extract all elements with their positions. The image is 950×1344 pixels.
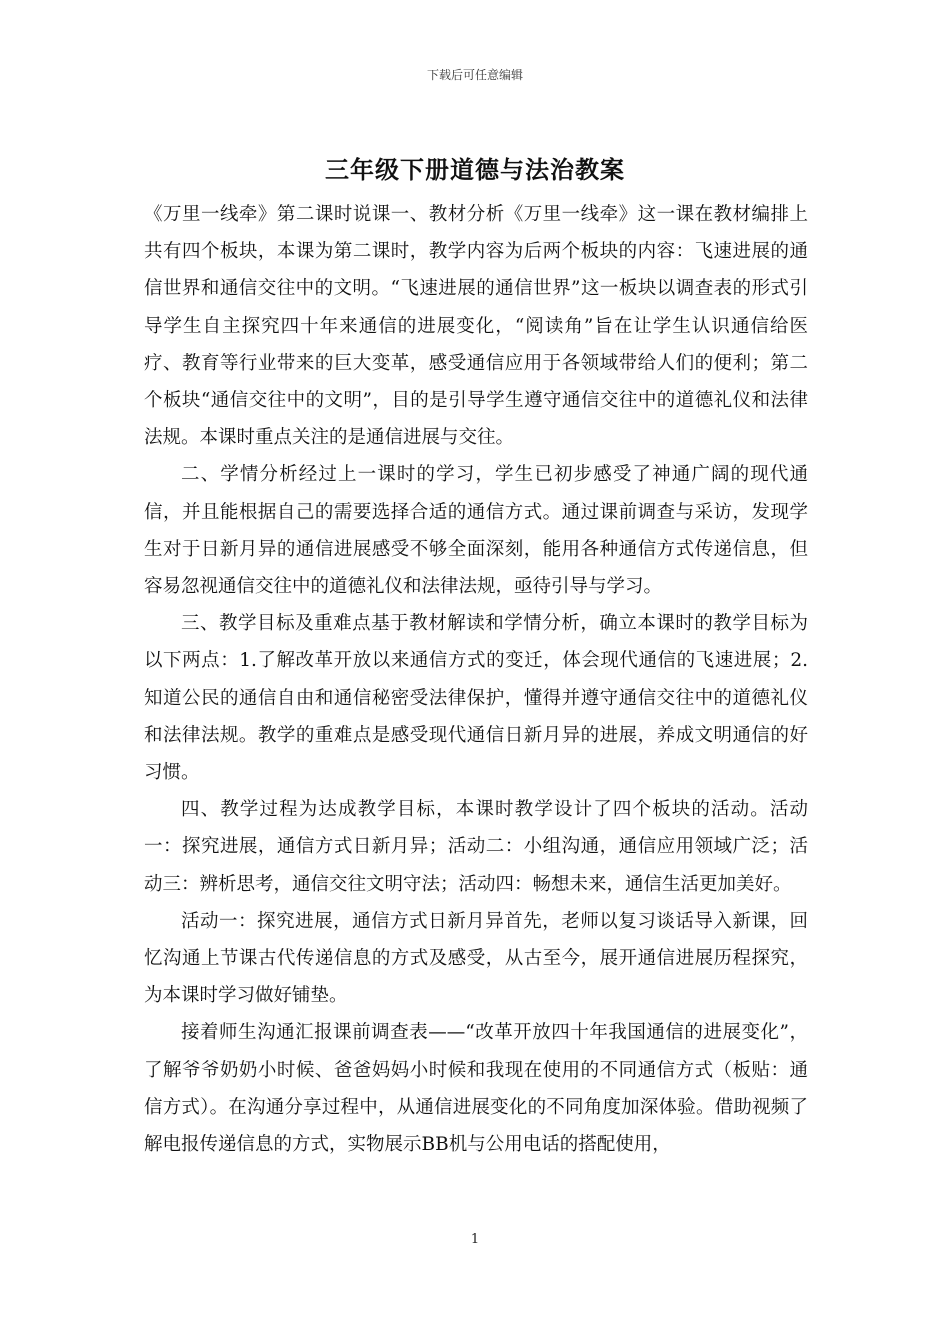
document-title: 三年级下册道德与法治教案	[325, 155, 625, 184]
page-header: 下载后可任意编辑	[426, 68, 523, 82]
document-body	[144, 196, 808, 1163]
paragraph-intro: 《万里一线牵》第二课时说课一、教材分析《万里一线牵》这一课在教材编排上共有四个板块，本课为第二课时，教学内容为后两个板块的内容：飞速进展的通信世界和通信交往中的文明。“飞速进展的通信世界”这一板块以调查表的形式引导学生自主探究四十年来通信的进展变化，“阅读角”旨在让学生认识通信给医疗、教育等行业带来的巨大变革，感受通信应用于各领域带给人们的便利；第二个板块“通信交往中的文明”，目的是引导学生遵守通信交往中的道德礼仪和法律法规。本课时重点关注的是通信进展与交往。	[144, 204, 808, 449]
paragraph-activity-one: 活动一：探究进展，通信方式日新月异首先，老师以复习谈话导入新课，回忆沟通上节课古代传递信息的方式及感受，从古至今，展开通信进展历程探究，为本课时学习做好铺垫。	[144, 910, 808, 1007]
paragraph-teaching-process: 四、教学过程为达成教学目标，本课时教学设计了四个板块的活动。活动一：探究进展，通信方式日新月异；活动二：小组沟通，通信应用领域广泛；活动三：辨析思考，通信交往文明守法；活动四：畅想未来，通信生活更加美好。	[144, 799, 808, 895]
paragraph-survey-report: 接着师生沟通汇报课前调查表——“改革开放四十年我国通信的进展变化”，了解爷爷奶奶小时候、爸爸妈妈小时候和我现在使用的不同通信方式（板贴：通信方式）。在沟通分享过程中，从通信进展变化的不同角度加深体验。借助视频了解电报传递信息的方式，实物展示BB机与公用电话的搭配使用，	[144, 1022, 808, 1156]
paragraph-teaching-goals: 三、教学目标及重难点基于教材解读和学情分析，确立本课时的教学目标为以下两点：1.了解改革开放以来通信方式的变迁，体会现代通信的飞速进展；2.知道公民的通信自由和通信秘密受法律保护，懂得并遵守通信交往中的道德礼仪和法律法规。教学的重难点是感受现代通信日新月异的进展，养成文明通信的好习惯。	[144, 613, 808, 784]
page-number: 1	[470, 1232, 480, 1247]
paragraph-learner-analysis: 二、学情分析经过上一课时的学习，学生已初步感受了神通广阔的现代通信，并且能根据自己的需要选择合适的通信方式。通过课前调查与采访，发现学生对于日新月异的通信进展感受不够全面深刻，能用各种通信方式传递信息，但容易忽视通信交往中的道德礼仪和法律法规，亟待引导与学习。	[144, 464, 808, 598]
